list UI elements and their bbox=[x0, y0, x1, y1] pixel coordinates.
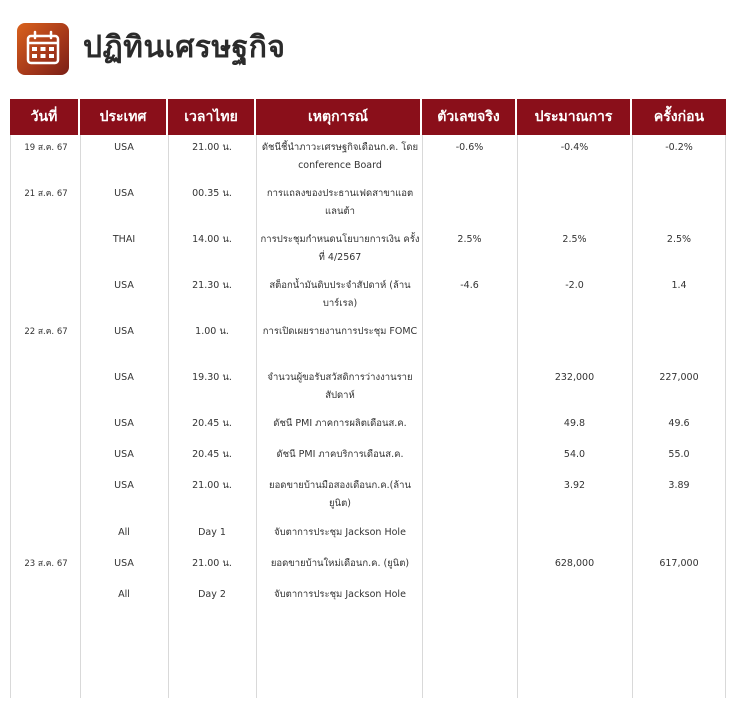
column-header-date: วันที่ bbox=[10, 99, 80, 135]
country-cell: USA bbox=[114, 418, 134, 429]
column-header-previous: ครั้งก่อน bbox=[632, 99, 726, 135]
previous-cell: 2.5% bbox=[666, 234, 692, 245]
previous-cell: -0.2% bbox=[665, 142, 693, 153]
time-cell: Day 2 bbox=[198, 589, 226, 600]
column-header-country: ประเทศ bbox=[80, 99, 168, 135]
event-cell: การแถลงของประธานเฟดสาขาแอตแลนต้า bbox=[266, 188, 414, 217]
event-cell: จำนวนผู้ขอรับสวัสดิการว่างงานรายสัปดาห์ bbox=[267, 372, 413, 401]
event-cell: ยอดขายบ้านมือสองเดือนก.ค.(ล้านยูนิต) bbox=[269, 480, 411, 509]
column-header-actual: ตัวเลขจริง bbox=[422, 99, 517, 135]
forecast-cell: 628,000 bbox=[554, 558, 595, 569]
country-cell: USA bbox=[114, 142, 134, 153]
date-cell: 22 ส.ค. 67 bbox=[24, 327, 68, 337]
country-cell: USA bbox=[114, 480, 134, 491]
actual-cell: -4.6 bbox=[460, 280, 479, 291]
forecast-cell: 54.0 bbox=[563, 449, 586, 460]
time-cell: 21.00 น. bbox=[192, 480, 232, 491]
column-header-forecast: ประมาณการ bbox=[517, 99, 632, 135]
forecast-cell: -0.4% bbox=[560, 142, 589, 153]
page-title: ปฏิทินเศรษฐกิจ bbox=[83, 30, 286, 65]
time-cell: 21.30 น. bbox=[192, 280, 232, 291]
previous-cell: 227,000 bbox=[659, 372, 699, 383]
table-header bbox=[10, 99, 726, 135]
time-cell: 00.35 น. bbox=[192, 188, 232, 199]
country-cell: USA bbox=[114, 280, 134, 291]
event-cell: จับตาการประชุม Jackson Hole bbox=[274, 527, 406, 538]
country-cell: USA bbox=[114, 372, 134, 383]
country-cell: USA bbox=[114, 188, 134, 199]
previous-cell: 55.0 bbox=[668, 449, 690, 460]
event-cell: การประชุมกำหนดนโยบายการเงิน ครั้งที่ 4/2567 bbox=[260, 234, 420, 263]
time-cell: Day 1 bbox=[198, 527, 226, 538]
event-cell: ดัชนีชี้นำภาวะเศรษฐกิจเดือนก.ค. โดย conference Board bbox=[261, 142, 419, 171]
column-header-time: เวลาไทย bbox=[168, 99, 256, 135]
time-cell: 1.00 น. bbox=[195, 326, 229, 337]
actual-cell: 2.5% bbox=[457, 234, 482, 245]
event-cell: ยอดขายบ้านใหม่เดือนก.ค. (ยูนิต) bbox=[270, 558, 410, 569]
country-cell: All bbox=[118, 589, 130, 600]
calendar-icon bbox=[17, 23, 69, 75]
time-cell: 20.45 น. bbox=[192, 449, 232, 460]
date-cell: 19 ส.ค. 67 bbox=[24, 143, 68, 153]
actual-cell: -0.6% bbox=[455, 142, 484, 153]
previous-cell: 49.6 bbox=[668, 418, 690, 429]
time-cell: 14.00 น. bbox=[192, 234, 232, 245]
forecast-cell: -2.0 bbox=[565, 280, 584, 291]
forecast-cell: 2.5% bbox=[562, 234, 587, 245]
time-cell: 20.45 น. bbox=[192, 418, 232, 429]
economic-calendar-table bbox=[10, 99, 726, 704]
country-cell: USA bbox=[114, 326, 134, 337]
previous-cell: 617,000 bbox=[659, 558, 699, 569]
date-cell: 21 ส.ค. 67 bbox=[24, 189, 68, 199]
country-cell: USA bbox=[114, 558, 134, 569]
country-cell: All bbox=[118, 527, 130, 538]
forecast-cell: 3.92 bbox=[563, 480, 586, 491]
date-cell: 23 ส.ค. 67 bbox=[24, 559, 68, 569]
event-cell: สต็อกน้ำมันดิบประจำสัปดาห์ (ล้านบาร์เรล) bbox=[269, 280, 411, 309]
forecast-cell: 232,000 bbox=[554, 372, 595, 383]
time-cell: 19.30 น. bbox=[192, 372, 232, 383]
event-cell: ดัชนี PMI ภาคบริการเดือนส.ค. bbox=[276, 449, 404, 460]
country-cell: THAI bbox=[112, 234, 136, 245]
time-cell: 21.00 น. bbox=[192, 142, 232, 153]
time-cell: 21.00 น. bbox=[192, 558, 232, 569]
event-cell: จับตาการประชุม Jackson Hole bbox=[274, 589, 406, 600]
event-cell: ดัชนี PMI ภาคการผลิตเดือนส.ค. bbox=[273, 418, 407, 429]
previous-cell: 1.4 bbox=[671, 280, 687, 291]
previous-cell: 3.89 bbox=[668, 480, 690, 491]
country-cell: USA bbox=[114, 449, 134, 460]
event-cell: การเปิดเผยรายงานการประชุม FOMC bbox=[262, 326, 418, 337]
column-header-event: เหตุการณ์ bbox=[256, 99, 422, 135]
page-header bbox=[0, 0, 733, 96]
forecast-cell: 49.8 bbox=[563, 418, 586, 429]
